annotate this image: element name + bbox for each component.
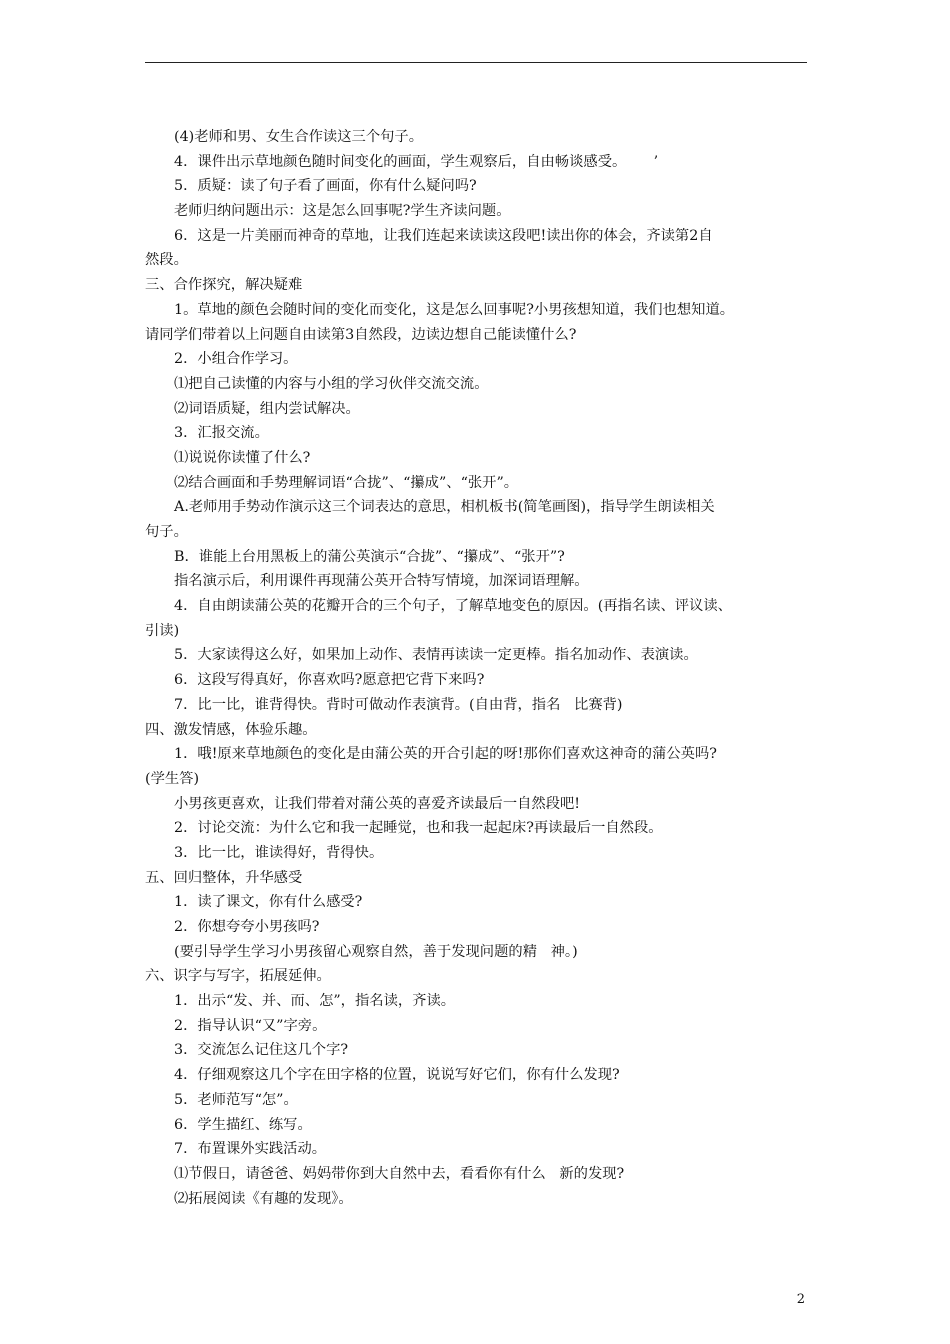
text-line: 3．比一比，谁读得好，背得快。 bbox=[174, 844, 384, 861]
text-line: ⑵结合画面和手势理解词语“合拢”、“攥成”、“张开”。 bbox=[174, 474, 519, 491]
page-number: 2 bbox=[796, 1292, 805, 1307]
text-line: B．谁能上台用黑板上的蒲公英演示“合拢”、“攥成”、“张开”? bbox=[174, 548, 565, 565]
text-line: 5．大家读得这么好，如果加上动作、表情再读读一定更棒。指名加动作、表演读。 bbox=[174, 647, 698, 664]
text-line: 6．这段写得真好，你喜欢吗?愿意把它背下来吗? bbox=[174, 672, 485, 689]
text-line: 老师归纳问题出示：这是怎么回事呢?学生齐读问题。 bbox=[174, 203, 511, 220]
text-line: 1．读了课文，你有什么感受? bbox=[174, 894, 363, 911]
text-line: 四、激发情感，体验乐趣。 bbox=[145, 721, 317, 738]
text-line: 句子。 bbox=[145, 524, 188, 540]
text-line: 1。草地的颜色会随时间的变化而变化，这是怎么回事呢?小男孩想知道，我们也想知道。 bbox=[174, 301, 735, 318]
text-line: 三、合作探究，解决疑难 bbox=[145, 277, 303, 294]
text-line: 1．哦!原来草地颜色的变化是由蒲公英的开合引起的呀!那你们喜欢这神奇的蒲公英吗? bbox=[174, 746, 717, 763]
text-line: A.老师用手势动作演示这三个词表达的意思，相机板书(简笔画图)，指导学生朗读相关 bbox=[174, 499, 715, 516]
text-line: ⑵词语质疑，组内尝试解决。 bbox=[174, 400, 360, 417]
text-line: 6．这是一片美丽而神奇的草地，让我们连起来读读这段吧!读出你的体会，齐读第2自 bbox=[174, 227, 713, 244]
text-line: 2．小组合作学习。 bbox=[174, 351, 298, 368]
text-line: ⑴把自己读懂的内容与小组的学习伙伴交流交流。 bbox=[174, 375, 489, 392]
text-line: 小男孩更喜欢，让我们带着对蒲公英的喜爱齐读最后一自然段吧! bbox=[174, 795, 581, 812]
text-line: 1．出示“发、并、而、怎”，指名读，齐读。 bbox=[174, 993, 456, 1010]
text-line: 然段。 bbox=[145, 252, 188, 269]
text-line: (学生答) bbox=[145, 770, 200, 787]
text-line: ⑴节假日，请爸爸、妈妈带你到大自然中去，看看你有什么 新的发现? bbox=[174, 1165, 625, 1182]
text-line: 3．汇报交流。 bbox=[174, 425, 269, 442]
header-rule bbox=[145, 62, 807, 63]
text-line: (4)老师和男、女生合作读这三个句子。 bbox=[174, 129, 423, 145]
text-line: 请同学们带着以上问题自由读第3自然段，边读边想自己能读懂什么? bbox=[145, 326, 577, 343]
text-line: ⑴说说你读懂了什么? bbox=[174, 449, 311, 466]
document-body bbox=[145, 125, 815, 1211]
text-line: 2．指导认识“又”字旁。 bbox=[174, 1017, 327, 1034]
text-line: 7．比一比，谁背得快。背时可做动作表演背。(自由背，指名 比赛背) bbox=[174, 696, 623, 713]
text-line: 五、回归整体，升华感受 bbox=[145, 869, 303, 886]
text-line: 5．老师范写“怎”。 bbox=[174, 1091, 298, 1108]
text-line: 指名演示后，利用课件再现蒲公英开合特写情境，加深词语理解。 bbox=[174, 573, 589, 590]
text-line: 4．仔细观察这几个字在田字格的位置，说说写好它们，你有什么发现? bbox=[174, 1067, 620, 1084]
text-line: 2．讨论交流：为什么它和我一起睡觉，也和我一起起床?再读最后一自然段。 bbox=[174, 820, 663, 837]
text-line: 六、识字与写字，拓展延伸。 bbox=[145, 968, 331, 985]
text-line: 3．交流怎么记住这几个字? bbox=[174, 1042, 349, 1059]
text-line: 4．自由朗读蒲公英的花瓣开合的三个句子，了解草地变色的原因。(再指名读、评议读、 bbox=[174, 598, 732, 615]
text-line: 2．你想夸夸小男孩吗? bbox=[174, 919, 320, 935]
text-line: (要引导学生学习小男孩留心观察自然，善于发现问题的精 神。) bbox=[174, 943, 578, 960]
text-line: 引读) bbox=[145, 622, 180, 639]
text-line: 6．学生描红、练写。 bbox=[174, 1116, 312, 1133]
text-line: ⑵拓展阅读《有趣的发现》。 bbox=[174, 1190, 353, 1207]
text-line: 5．质疑：读了句子看了画面，你有什么疑问吗? bbox=[174, 178, 477, 195]
text-line: 7．布置课外实践活动。 bbox=[174, 1141, 327, 1158]
text-line: 4．课件出示草地颜色随时间变化的画面，学生观察后，自由畅谈感受。 ’ bbox=[174, 153, 659, 170]
